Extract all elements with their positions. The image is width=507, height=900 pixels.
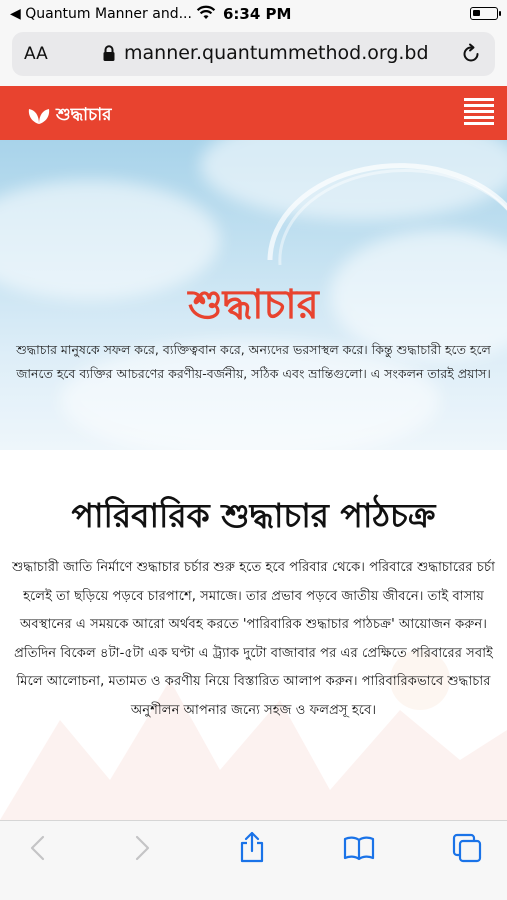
hero-title: শুদ্ধাচার	[188, 281, 319, 328]
address-bar[interactable]	[12, 32, 495, 76]
battery-level	[473, 10, 480, 16]
browser-toolbar	[0, 820, 507, 900]
back-to-app-link[interactable]: ◀ Quantum Manner and...	[10, 6, 192, 22]
status-bar	[0, 0, 507, 28]
rainbow-decoration	[260, 150, 507, 270]
leaf-logo-icon	[26, 106, 52, 126]
logo-text: শুদ্ধাচার	[56, 105, 112, 125]
wifi-icon	[196, 5, 216, 25]
reload-icon[interactable]	[460, 43, 482, 69]
article-body: শুদ্ধাচারী জাতি নির্মাণে শুদ্ধাচার চর্চার শুরু হতে হবে পরিবার থেকে। পরিবারে শুদ্ধাচারের চর্চা হলেই তা ছড়িয়ে পড়বে চারপাশে, সমাজে। তার প্রভাব পড়বে জাতীয় জীবনে। তাই বাসায় অবস্থানের এ সময়কে আরো অর্থবহ করতে 'পারিবারিক শুদ্ধাচার পাঠচক্র' আয়োজন করুন। প্রতিদিন বিকেল ৪টা-৫টা এক ঘণ্টা এ ট্র্যাক দুটো বাজাবার পর এর প্রেক্ষিতে পরিবারের সবাই মিলে আলোচনা, মতামত ও করণীয় নিয়ে বিস্তারিত আলাপ করুন। পারিবারিকভাবে শুদ্ধাচার অনুশীলন আপনার জন্যে সহজ ও ফলপ্রসূ হবে।	[12, 560, 495, 718]
url-text[interactable]: manner.quantummethod.org.bd	[124, 42, 429, 64]
reader-options-button[interactable]: AA	[24, 44, 48, 64]
browser-chrome	[0, 28, 507, 86]
hero-banner	[0, 140, 507, 450]
clock: 6:34 PM	[223, 5, 292, 23]
tabs-icon[interactable]	[452, 833, 482, 867]
battery-icon	[470, 7, 498, 20]
bookmarks-icon[interactable]	[343, 835, 375, 865]
menu-icon[interactable]	[464, 98, 494, 124]
forward-icon[interactable]	[132, 835, 152, 865]
site-header	[0, 86, 507, 140]
share-icon[interactable]	[239, 831, 265, 867]
lock-icon	[102, 45, 116, 66]
article-section	[0, 450, 507, 820]
hero-description: শুদ্ধাচার মানুষকে সফল করে, ব্যক্তিত্ববান করে, অন্যদের ভরসাস্থল করে। কিন্তু শুদ্ধাচারী হতে হলে জানতে হবে ব্যক্তির আচরণের করণীয়-বর্জনীয়, সঠিক এবং ভ্রান্তিগুলো। এ সংকলন তারই প্রয়াস।	[16, 342, 491, 381]
site-logo[interactable]	[26, 102, 112, 130]
article-title: পারিবারিক শুদ্ধাচার পাঠচক্র	[71, 496, 436, 535]
back-icon[interactable]	[28, 835, 48, 865]
